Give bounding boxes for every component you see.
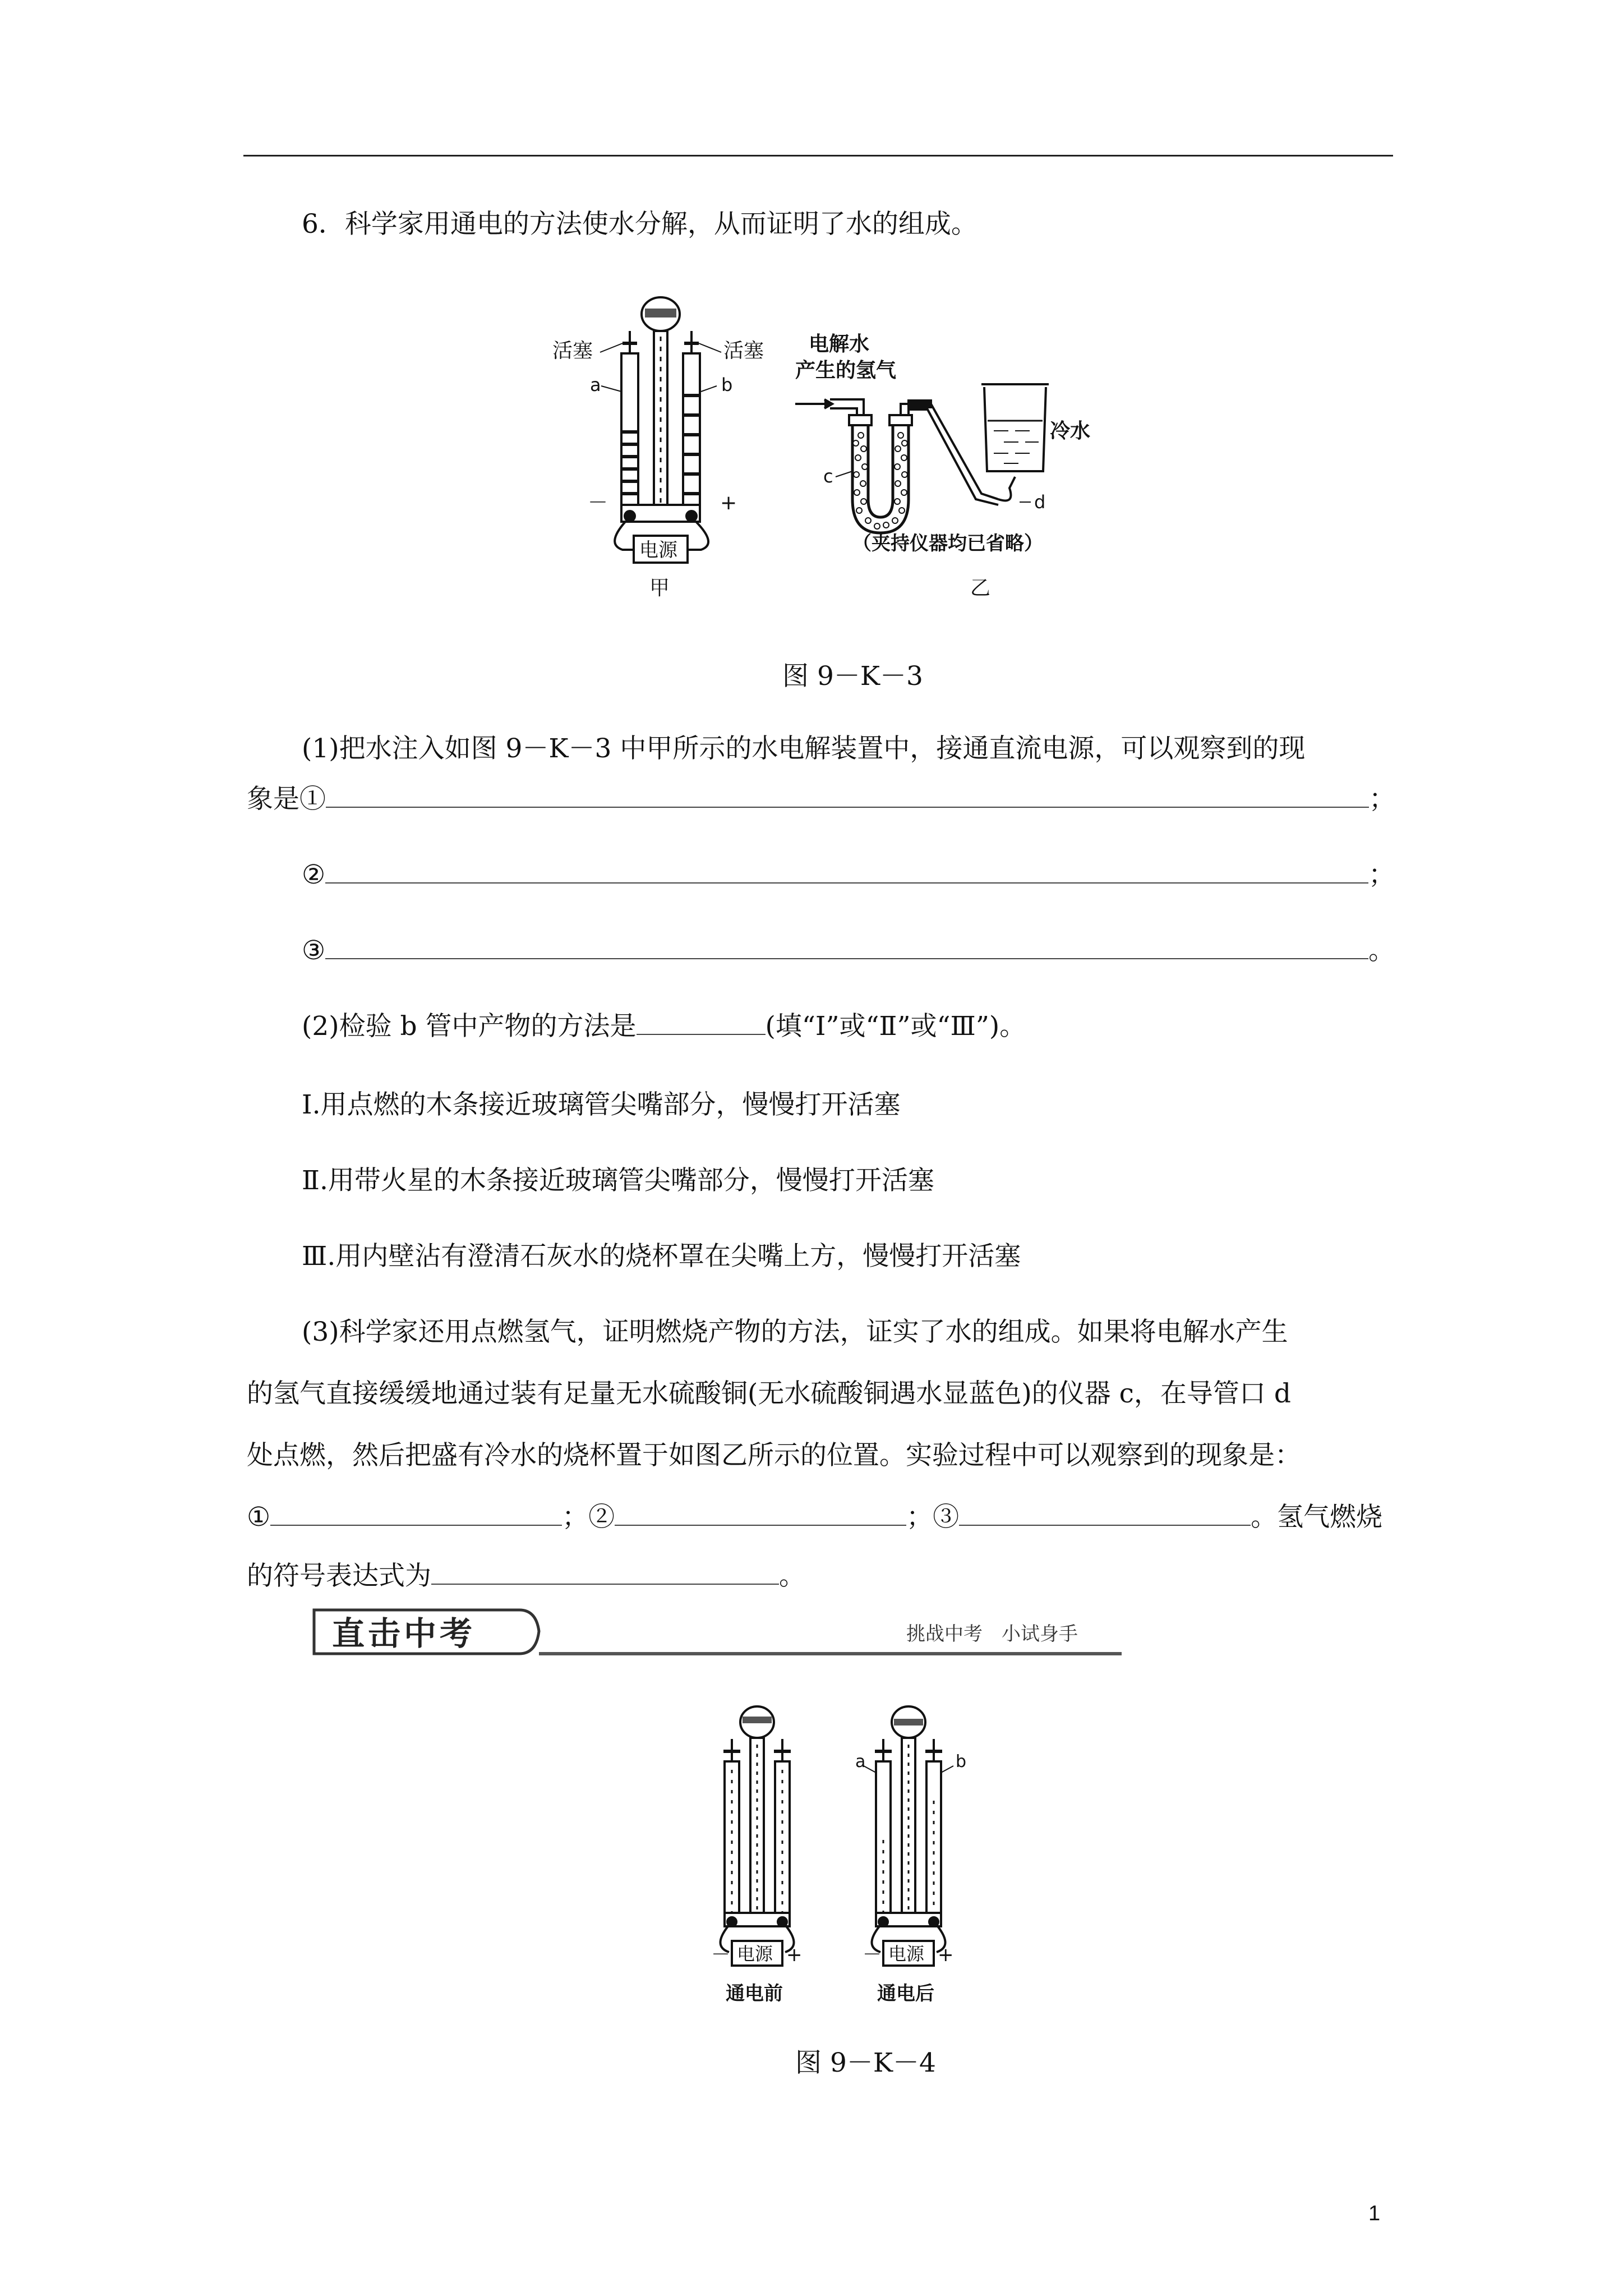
part3-label-3: ③	[933, 1502, 960, 1533]
after-caption: 通电后	[877, 1982, 934, 2005]
part2-option-3: Ⅲ.用内壁沾有澄清石灰水的烧杯罩在尖嘴上方，慢慢打开活塞	[302, 1241, 1021, 1272]
part1-line1: (1)把水注入如图 9－K－3 中甲所示的水电解装置中，接通直流电源，可以观察到的现	[302, 733, 1306, 764]
figure-yi-caption: 乙	[970, 577, 991, 600]
part1-label-1: 象是①	[247, 784, 326, 815]
tube-a-label: a	[590, 374, 601, 395]
part3-line1: (3)科学家还用点燃氢气，证明燃烧产物的方法，证实了水的组成。如果将电解水产生	[302, 1317, 1288, 1347]
before-minus: －	[711, 1944, 730, 1966]
before-power-label: 电源	[737, 1943, 773, 1964]
part3-period: 。	[779, 1561, 805, 1591]
banner-title: 直击中考	[332, 1614, 476, 1653]
question-intro: 6．科学家用通电的方法使水分解，从而证明了水的组成。	[302, 209, 978, 240]
after-minus: －	[863, 1944, 882, 1966]
banner-subtitle: 挑战中考 小试身手	[906, 1623, 1078, 1645]
clamp-note: （夹持仪器均已省略）	[852, 532, 1043, 555]
part3-line4	[247, 1501, 1382, 1534]
answer-blank-1-1[interactable]	[326, 784, 1369, 808]
before-plus: +	[786, 1944, 803, 1966]
outlet-d-label: d	[1034, 491, 1046, 513]
part3-line2: 的氢气直接缓缓地通过装有足量无水硫酸铜(无水硫酸铜遇水显蓝色)的仪器 c，在导管口 d	[247, 1378, 1291, 1409]
answer-blank-3-2[interactable]	[615, 1502, 906, 1526]
part1-label-3: ③	[302, 935, 326, 966]
after-b-label: b	[956, 1752, 967, 1772]
part1-line4	[302, 934, 1395, 968]
apparatus-before	[720, 1706, 794, 1966]
part3-line3: 处点燃，然后把盛有冷水的烧杯置于如图乙所示的位置。实验过程中可以观察到的现象是：	[247, 1440, 1301, 1471]
part3-tail: 。氢气燃烧	[1251, 1502, 1383, 1533]
header-rule	[243, 155, 1393, 157]
figure-9-k-3	[538, 280, 1133, 600]
part2-stem	[302, 1010, 1026, 1043]
valve-left-label: 活塞	[552, 339, 593, 362]
part2-option-1: Ⅰ.用点燃的木条接近玻璃管尖嘴部分，慢慢打开活塞	[302, 1089, 901, 1120]
answer-blank-3-1[interactable]	[270, 1502, 562, 1526]
tube-b-label: b	[721, 374, 733, 395]
after-a-label: a	[855, 1752, 866, 1772]
part2-stem-b: (填“Ⅰ”或“Ⅱ”或“Ⅲ”)。	[765, 1011, 1026, 1042]
part3-label-1: ①	[247, 1502, 271, 1533]
answer-blank-2[interactable]	[637, 1011, 766, 1035]
part1-line3	[302, 858, 1395, 892]
valve-right-label: 活塞	[723, 339, 764, 362]
minus-terminal: －	[588, 491, 608, 514]
section-banner	[312, 1603, 1122, 1659]
electrolysis-apparatus-jia	[600, 297, 721, 563]
part3-line5	[247, 1559, 805, 1593]
page-number: 1	[1368, 2202, 1381, 2225]
after-power-label: 电源	[888, 1943, 925, 1964]
before-caption: 通电前	[726, 1982, 783, 2005]
part2-option-2: Ⅱ.用带火星的木条接近玻璃管尖嘴部分，慢慢打开活塞	[302, 1165, 934, 1196]
part1-label-2: ②	[302, 859, 326, 890]
part3-semi-2: ；	[906, 1502, 933, 1533]
hydrogen-source-line2: 产生的氢气	[795, 359, 897, 382]
apparatus-after	[864, 1706, 953, 1966]
hydrogen-combustion-setup-yi	[795, 384, 1049, 533]
part1-period: 。	[1368, 935, 1395, 966]
figure-9-k-4	[701, 1700, 998, 2008]
answer-blank-1-3[interactable]	[325, 936, 1368, 959]
part3-semi-1: ；	[562, 1502, 589, 1533]
part3-label-2: ②	[588, 1502, 615, 1533]
part1-line2	[247, 783, 1395, 816]
answer-blank-3-4[interactable]	[431, 1561, 779, 1585]
part1-semi-1: ；	[1369, 784, 1395, 815]
cold-water-label: 冷水	[1050, 420, 1091, 443]
power-source-label: 电源	[639, 539, 677, 562]
plus-terminal: +	[720, 491, 737, 514]
figure-9-k-4-caption: 图 9－K－4	[795, 2047, 936, 2078]
figure-jia-caption: 甲	[649, 577, 670, 600]
after-plus: +	[938, 1944, 954, 1966]
instrument-c-label: c	[823, 466, 833, 487]
answer-blank-3-3[interactable]	[959, 1502, 1251, 1526]
part2-stem-a: (2)检验 b 管中产物的方法是	[302, 1011, 637, 1042]
figure-9-k-3-caption: 图 9－K－3	[782, 661, 923, 692]
part1-semi-2: ；	[1368, 859, 1395, 890]
answer-blank-1-2[interactable]	[325, 860, 1368, 884]
hydrogen-source-line1: 电解水	[809, 333, 870, 356]
part3-line5-text: 的符号表达式为	[247, 1561, 431, 1591]
